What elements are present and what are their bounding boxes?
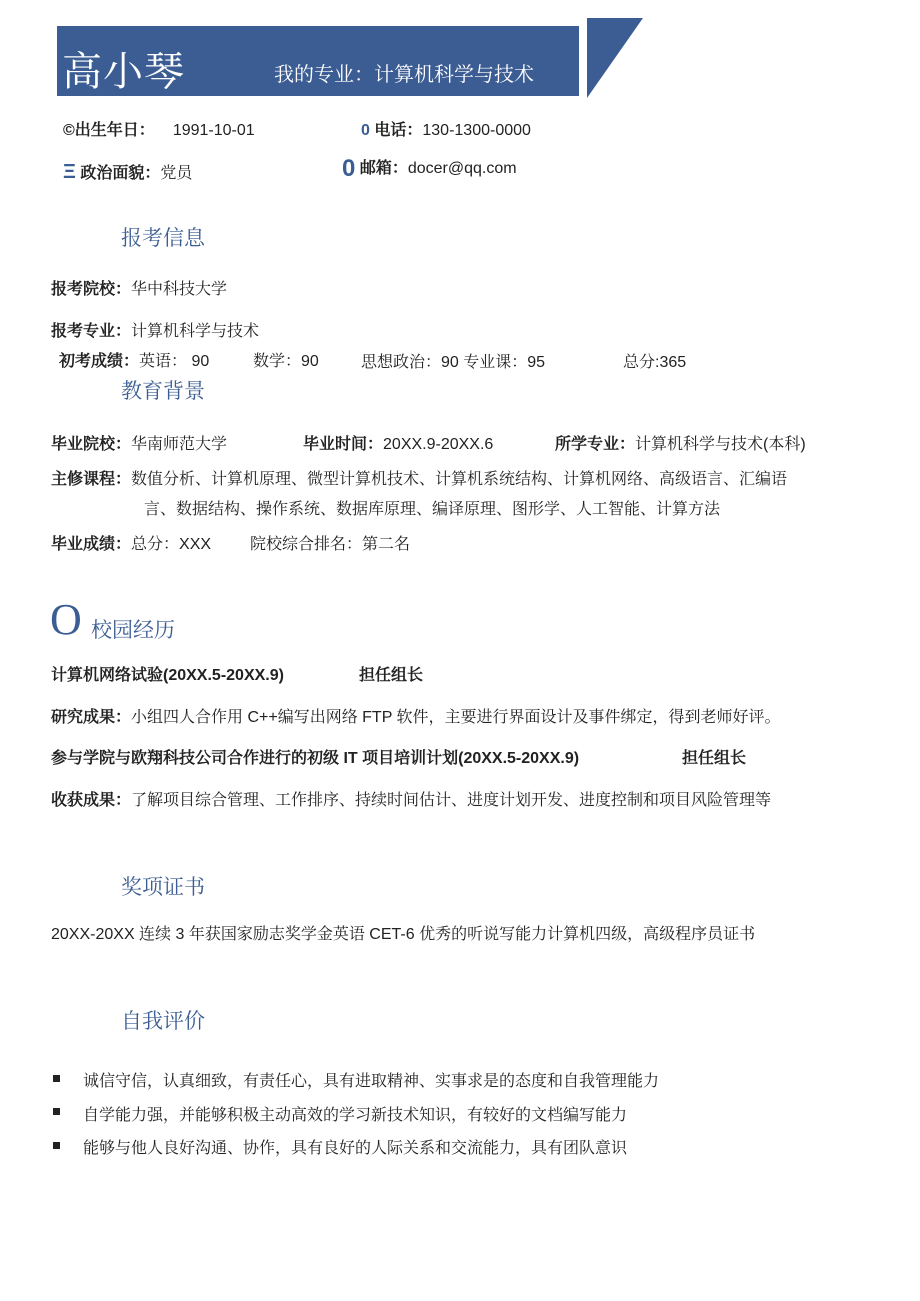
exp1-result-label: 研究成果： bbox=[51, 709, 132, 726]
exp1-title: 计算机网络试验(20XX.5-20XX.9) bbox=[51, 667, 284, 684]
politics-row bbox=[63, 160, 192, 184]
grade-value: 总分：XXX bbox=[131, 536, 212, 553]
candidate-name: 高小琴 bbox=[62, 50, 185, 94]
exam-score-professional: 专业课：95 bbox=[463, 354, 546, 371]
exam-section-title: 报考信息 bbox=[121, 227, 205, 250]
courses-line1: 数值分析、计算机原理、微型计算机技术、计算机系统结构、计算机网络、高级语言、汇编语 bbox=[131, 471, 788, 488]
education-section-title: 教育背景 bbox=[121, 380, 205, 403]
exp2-result-label: 收获成果： bbox=[51, 792, 132, 809]
exp1-result-value: 小组四人合作用 C++编写出网络 FTP 软件，主要进行界面设计及事件绑定，得到老师好评。 bbox=[131, 709, 781, 726]
courses-label: 主修课程： bbox=[51, 471, 132, 488]
header-major: 我的专业：计算机科学与技术 bbox=[274, 64, 534, 86]
campus-section-title: 校园经历 bbox=[91, 619, 175, 642]
birth-label: 出生年日： bbox=[74, 122, 155, 139]
grad-school-row bbox=[51, 431, 227, 454]
politics-label: 政治面貌： bbox=[80, 165, 161, 182]
courses-row bbox=[51, 466, 787, 489]
exp2-result-row bbox=[51, 787, 771, 810]
phone-label: 电话： bbox=[374, 122, 423, 139]
awards-text: 20XX-20XX 连续 3 年获国家励志奖学金英语 CET-6 优秀的听说写能力计算机四级，高级程序员证书 bbox=[51, 926, 756, 943]
grad-time-value: 20XX.9-20XX.6 bbox=[383, 436, 494, 453]
exam-score-politics: 思想政治：90 bbox=[361, 354, 459, 371]
grad-time-row bbox=[303, 431, 493, 454]
email-value: docer@qq.com bbox=[407, 160, 517, 177]
field-label: 所学专业： bbox=[555, 436, 636, 453]
bullet-icon bbox=[53, 1108, 60, 1115]
self-section-title: 自我评价 bbox=[121, 1010, 205, 1033]
field-row bbox=[555, 431, 806, 454]
email-label: 邮箱： bbox=[359, 160, 408, 177]
exp1-role: 担任组长 bbox=[359, 667, 424, 684]
courses-line2: 言、数据结构、操作系统、数据库原理、编译原理、图形学、人工智能、计算方法 bbox=[144, 501, 721, 518]
exam-major-value: 计算机科学与技术 bbox=[131, 323, 260, 340]
bullet-icon bbox=[53, 1142, 60, 1149]
exp2-title: 参与学院与欧翔科技公司合作进行的初级 IT 项目培训计划(20XX.5-20XX.9) bbox=[51, 750, 580, 767]
grade-row bbox=[51, 531, 211, 554]
self-item-3: 能够与他人良好沟通、协作，具有良好的人际关系和交流能力，具有团队意识 bbox=[83, 1140, 628, 1157]
politics-icon: Ξ bbox=[63, 161, 76, 183]
campus-section-icon: O bbox=[50, 595, 82, 644]
exam-score-english: 英语： 90 bbox=[139, 353, 210, 370]
grad-time-label: 毕业时间： bbox=[303, 436, 384, 453]
exp2-result-value: 了解项目综合管理、工作排序、持续时间估计、进度计划开发、进度控制和项目风险管理等 bbox=[131, 792, 772, 809]
field-value: 计算机科学与技术(本科) bbox=[635, 436, 806, 453]
birth-row bbox=[63, 117, 255, 140]
exam-score-label: 初考成绩： bbox=[59, 353, 140, 370]
bullet-icon bbox=[53, 1075, 60, 1082]
email-row bbox=[342, 155, 517, 183]
politics-value: 党员 bbox=[160, 165, 193, 182]
phone-row bbox=[361, 117, 531, 140]
exam-school-value: 华中科技大学 bbox=[131, 281, 228, 298]
exam-score-math: 数学：90 bbox=[253, 353, 319, 370]
self-item-2: 自学能力强，并能够积极主动高效的学习新技术知识，有较好的文档编写能力 bbox=[83, 1107, 628, 1124]
email-icon: 0 bbox=[342, 155, 356, 182]
phone-icon: 0 bbox=[361, 122, 370, 139]
exam-score-total: 总分:365 bbox=[623, 354, 687, 371]
grad-school-value: 华南师范大学 bbox=[131, 436, 228, 453]
exam-school-label: 报考院校： bbox=[51, 281, 132, 298]
exam-school-row bbox=[51, 276, 227, 299]
exam-major-row bbox=[51, 318, 259, 341]
exp2-role: 担任组长 bbox=[682, 750, 747, 767]
exam-score-politics-row bbox=[361, 349, 545, 372]
exam-score-label-row bbox=[59, 348, 209, 371]
exam-major-label: 报考专业： bbox=[51, 323, 132, 340]
birth-value: 1991-10-01 bbox=[172, 122, 255, 139]
grade-label: 毕业成绩： bbox=[51, 536, 132, 553]
rank-value: 院校综合排名：第二名 bbox=[250, 536, 411, 553]
exp1-result-row bbox=[51, 704, 781, 727]
self-item-1: 诚信守信，认真细致，有责任心，具有进取精神、实事求是的态度和自我管理能力 bbox=[83, 1073, 660, 1090]
header-triangle-decoration bbox=[585, 18, 643, 98]
phone-value: 130-1300-0000 bbox=[422, 122, 531, 139]
grad-school-label: 毕业院校： bbox=[51, 436, 132, 453]
birth-icon: © bbox=[63, 122, 75, 139]
awards-section-title: 奖项证书 bbox=[121, 876, 205, 899]
